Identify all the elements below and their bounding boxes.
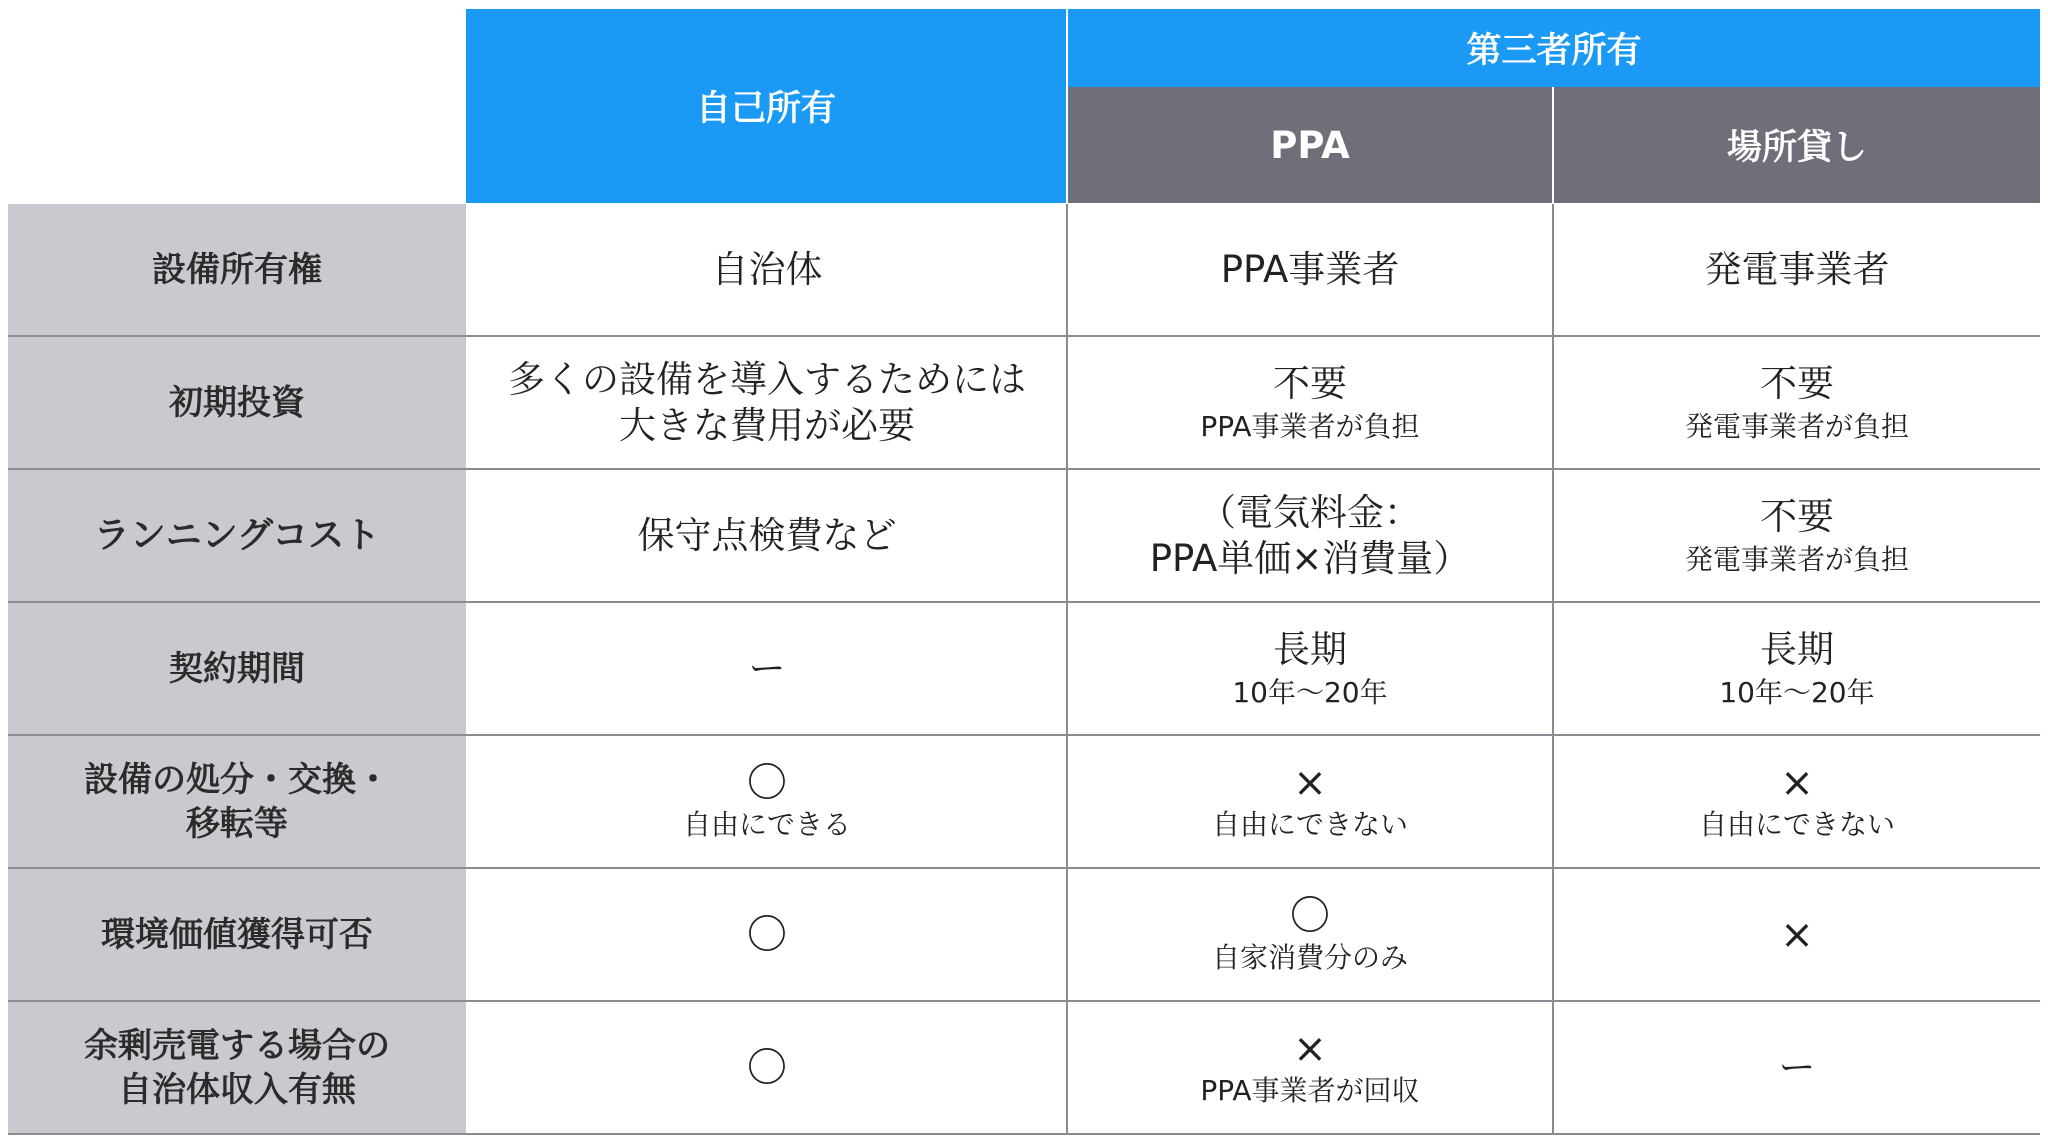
cell-initial-lease: 不要 発電事業者が負担: [1554, 337, 2040, 469]
cell-running-ppa: （電気料金： PPA単価×消費量）: [1068, 470, 1552, 602]
circle-mark-icon: 〇: [747, 1045, 787, 1091]
row-label-initial-investment: 初期投資: [8, 337, 466, 469]
circle-mark-icon: 〇: [747, 759, 787, 806]
column-header-ppa-label: PPA: [1270, 123, 1350, 167]
cell-ownership-ppa: PPA事業者: [1068, 204, 1552, 336]
cell-env-lease: [1554, 869, 2040, 1001]
header-divider: [1066, 9, 1068, 203]
column-header-ppa: [1068, 87, 1552, 203]
row-label-surplus-revenue: 余剰売電する場合の 自治体収入有無: [8, 1002, 466, 1134]
circle-mark-icon: 〇: [1290, 892, 1330, 939]
cell-initial-own: 多くの設備を導入するためには 大きな費用が必要: [468, 337, 1066, 469]
column-header-third-party: [1068, 9, 2040, 87]
column-header-lease-label: 場所貸し: [1726, 128, 1867, 168]
cell-surplus-own: [468, 1002, 1066, 1134]
header-divider: [1552, 87, 1554, 203]
cell-disposal-own: 〇 自由にできる: [468, 736, 1066, 868]
column-header-lease: [1554, 87, 2040, 203]
cell-contract-ppa: 長期 10年〜20年: [1068, 603, 1552, 735]
cross-mark-icon: ×: [1293, 759, 1327, 806]
row-divider: [8, 335, 2040, 337]
row-divider: [8, 1000, 2040, 1002]
cross-mark-icon: ×: [1780, 912, 1814, 958]
circle-mark-icon: 〇: [747, 912, 787, 958]
cell-ownership-lease: 発電事業者: [1554, 204, 2040, 336]
cell-contract-own: ー: [468, 603, 1066, 735]
cell-env-ppa: 〇 自家消費分のみ: [1068, 869, 1552, 1001]
row-label-disposal: 設備の処分・交換・ 移転等: [8, 736, 466, 868]
row-label-running-cost: ランニングコスト: [8, 470, 466, 602]
cell-initial-ppa: 不要 PPA事業者が負担: [1068, 337, 1552, 469]
cell-disposal-lease: × 自由にできない: [1554, 736, 2040, 868]
cell-ownership-own: 自治体: [468, 204, 1066, 336]
cell-surplus-ppa: × PPA事業者が回収: [1068, 1002, 1552, 1134]
row-label-ownership: 設備所有権: [8, 204, 466, 336]
column-header-self-owned: [466, 9, 1066, 203]
column-divider: [1552, 204, 1554, 1135]
cross-mark-icon: ×: [1780, 759, 1814, 806]
cell-contract-lease: 長期 10年〜20年: [1554, 603, 2040, 735]
row-divider: [8, 1133, 2040, 1135]
row-label-environmental-value: 環境価値獲得可否: [8, 869, 466, 1001]
row-divider: [8, 734, 2040, 736]
column-header-third-party-label: 第三者所有: [1466, 31, 1642, 71]
cell-disposal-ppa: × 自由にできない: [1068, 736, 1552, 868]
row-divider: [8, 867, 2040, 869]
cell-surplus-lease: ー: [1554, 1002, 2040, 1134]
cell-running-own: 保守点検費など: [468, 470, 1066, 602]
cross-mark-icon: ×: [1293, 1025, 1327, 1072]
row-divider: [8, 468, 2040, 470]
column-header-self-owned-label: 自己所有: [695, 89, 836, 129]
cell-running-lease: 不要 発電事業者が負担: [1554, 470, 2040, 602]
row-label-contract-period: 契約期間: [8, 603, 466, 735]
cell-env-own: [468, 869, 1066, 1001]
column-divider: [1066, 204, 1068, 1135]
row-divider: [8, 601, 2040, 603]
